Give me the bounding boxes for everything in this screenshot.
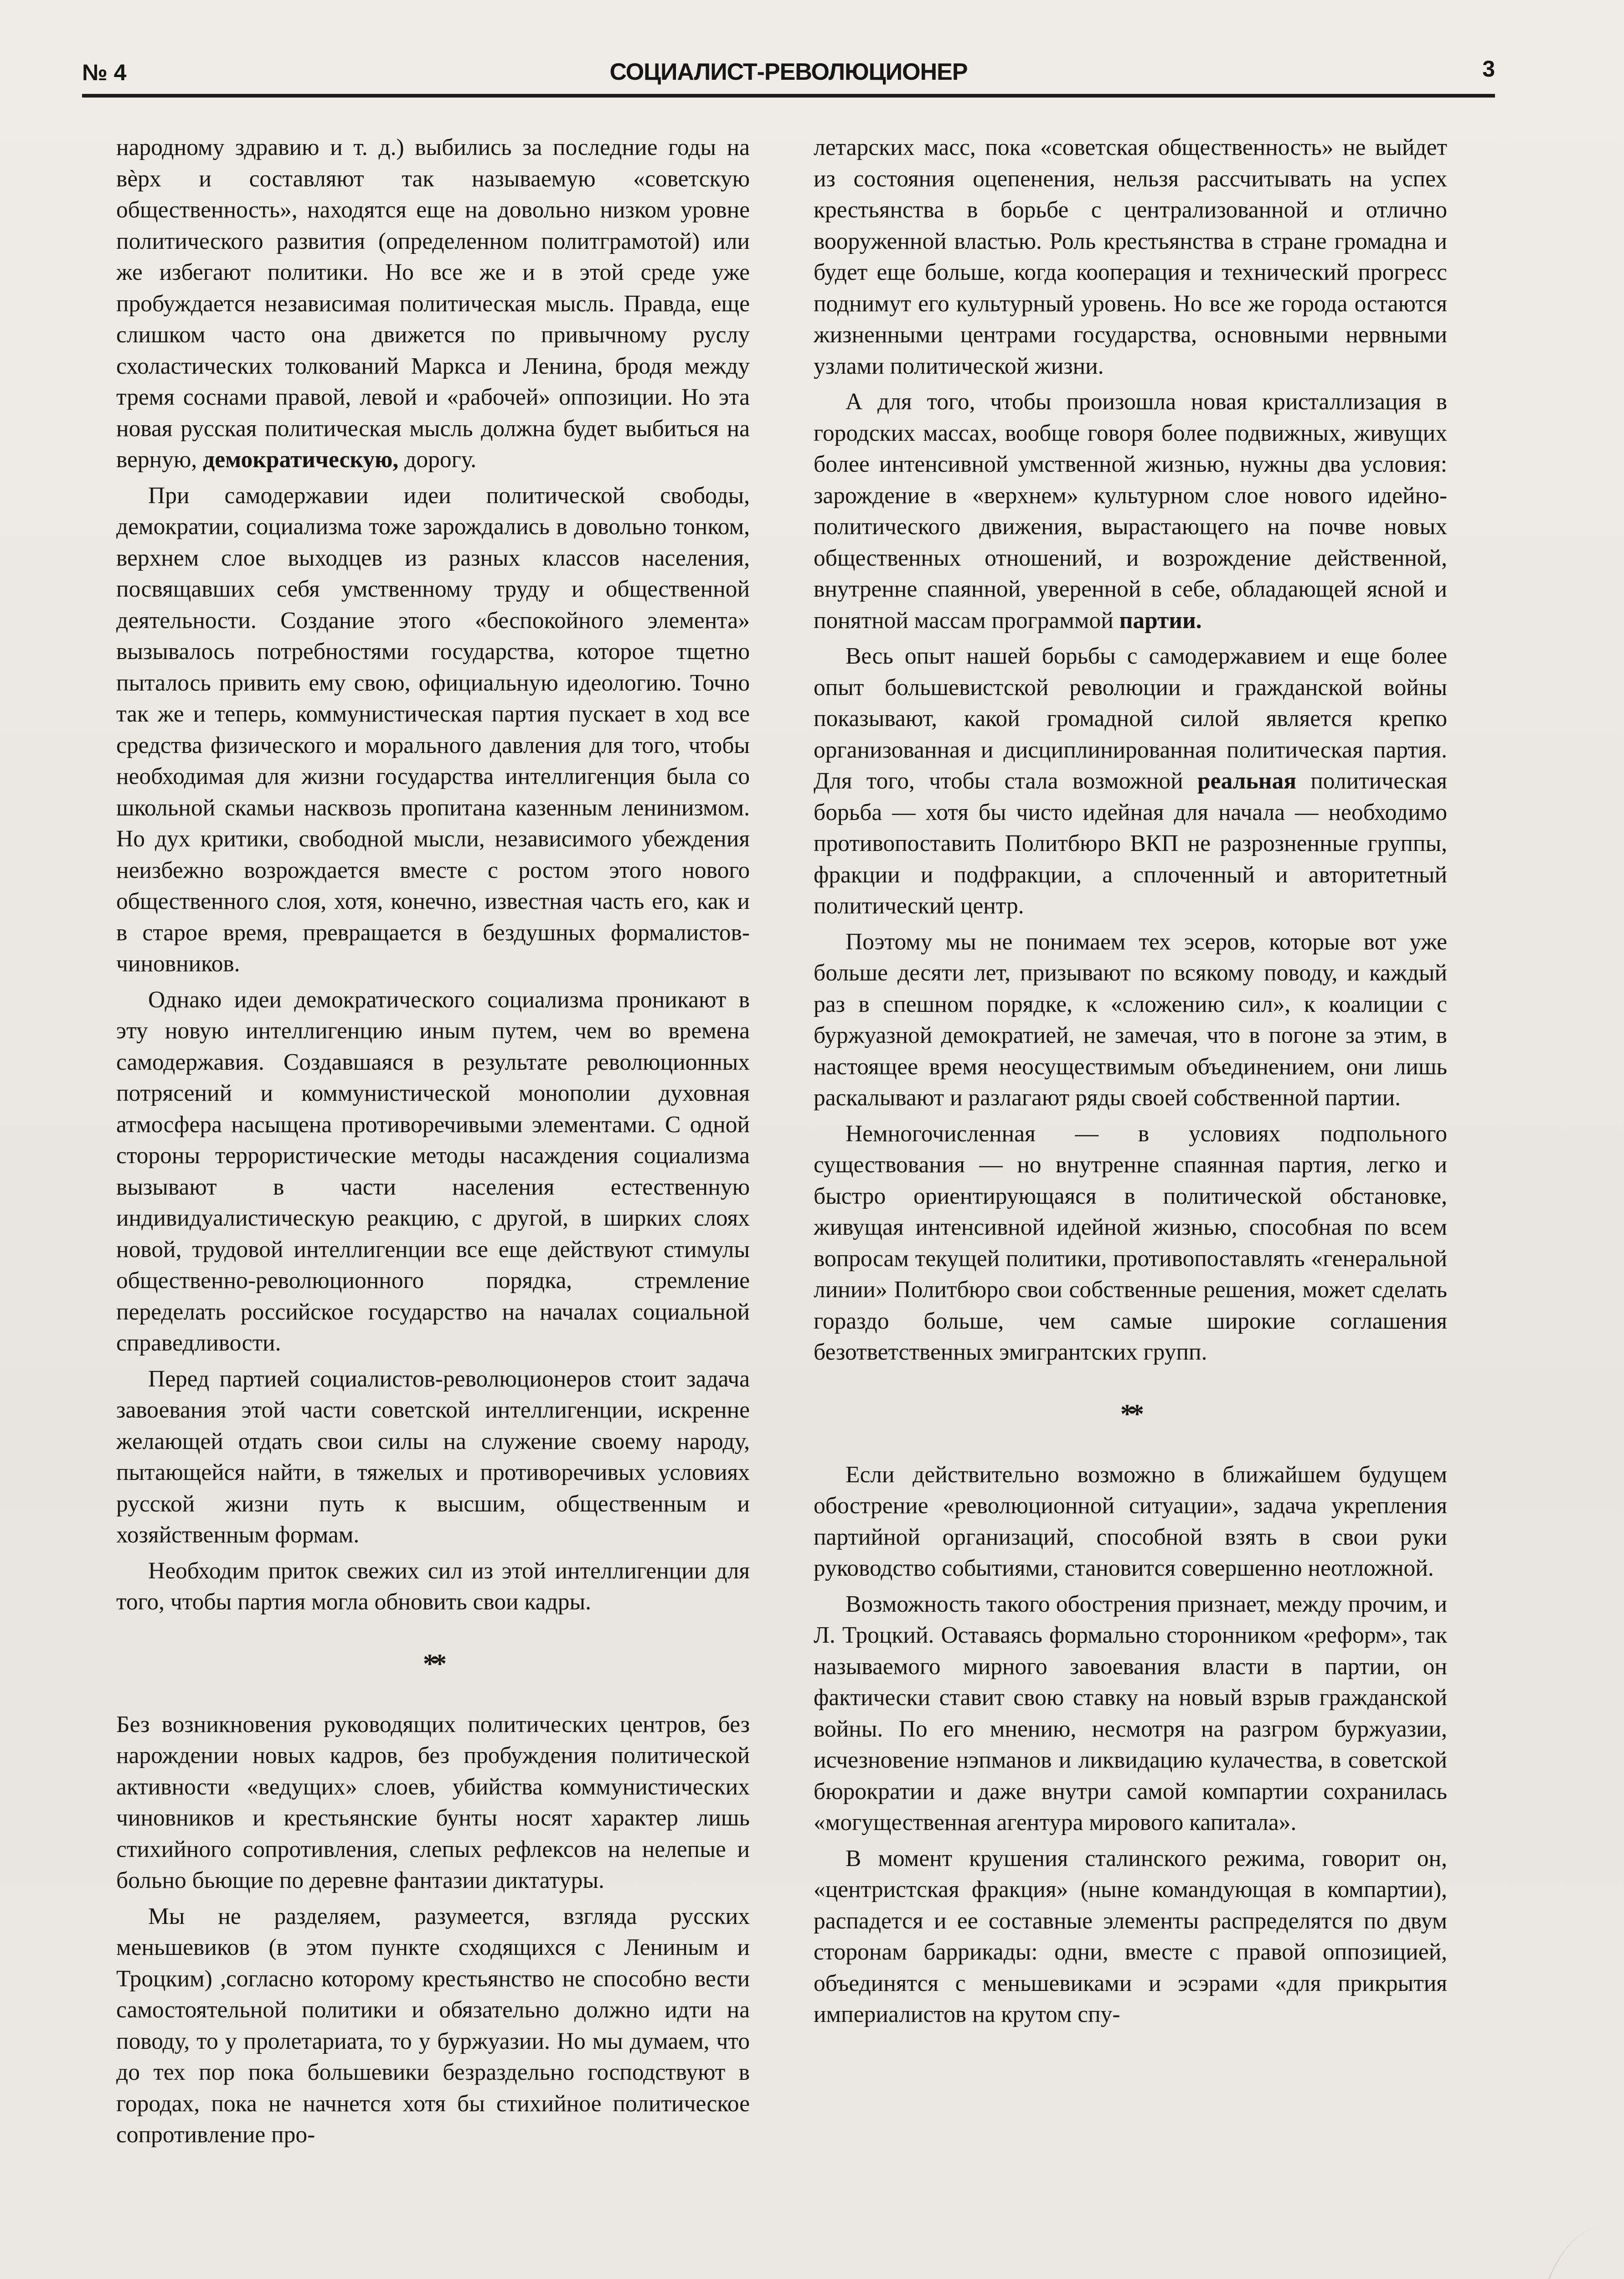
bold-word: реальная <box>1197 768 1297 794</box>
page-header <box>82 46 1495 96</box>
paragraph: Если действительно возможно в ближайшем будущем обострение «революционной ситуации», задача укрепления партийной организаций, способной взять в свои руки руководство событиями, становится совершенно неотложной. <box>814 1461 1447 1581</box>
paragraph: Необходим приток свежих сил из этой интеллигенции для того, чтобы партия могла обновить свои кадры. <box>116 1557 750 1615</box>
right-column <box>814 132 1447 2035</box>
paragraph: При самодержавии идеи политической свободы, демократии, социализма тоже зарождались в довольно тонком, верхнем слое выходцев из разных классов населения, посвящавших себя умственному труду и общественной деятельности. Создание этого «беспокойного элемента» вызывалось потребностями государства, которое тщетно пыталось привить ему свою, официальную идеологию. Точно так же и теперь, коммунистическая партия пускает в ход все средства физического и морального давления для того, чтобы необходимая для жизни государства интеллигенция была со школьной скамьи насквозь пропитана казенным ленинизмом. Но дух критики, свободной мысли, независимого убеждения неизбежно возрождается вместе с ростом этого нового общественного слоя, хотя, конечно, известная часть его, как и в старое время, превращается в бездушных формалистов-чиновников. <box>116 482 750 977</box>
section-separator: ** <box>423 1648 443 1679</box>
paragraph: Поэтому мы не понимаем тех эсеров, которые вот уже больше десяти лет, призывают по всякому поводу, и каждый раз в спешном порядке, к «сложению сил», к коалиции с буржуазной демократией, не замечая, что в погоне за этим, в настоящее время неосуществимым объединением, они лишь раскалывают и разлагают ряды своей собственной партии. <box>814 928 1447 1111</box>
paragraph: Весь опыт нашей борьбы с самодержавием и еще более опыт большевистской революции и гражданской войны показывают, какой громадной силой является крепко организованная и дисциплинированная политическая партия. Для того, чтобы стала возможной реальная политическая борьба — хотя бы чисто идейная для начала — необходимо противопоставить Политбюро ВКП не разрозненные группы, фракции и подфракции, а сплоченный и авторитетный политический центр. <box>814 643 1447 919</box>
page-number: 3 <box>1482 56 1495 82</box>
newspaper-title: СОЦИАЛИСТ-РЕВОЛЮЦИОНЕР <box>609 59 968 85</box>
bold-word: партии. <box>1119 607 1202 634</box>
header-rule <box>82 94 1495 98</box>
paragraph: Перед партией социалистов-революционеров стоит задача завоевания этой части советской интеллигенции, искренне желающей отдать свои силы на служение своему народу, пытающейся найти, в тяжелых и противоречивых условиях русской жизни путь к высшим, общественным и хозяйственным формам. <box>116 1366 750 1548</box>
issue-number: № 4 <box>82 60 127 85</box>
page-curl-mark <box>1531 2227 1606 2279</box>
paragraph: Мы не разделяем, разумеется, взгляда русских меньшевиков (в этом пункте сходящихся с Лениным и Троцким) ,согласно которому крестьянство не способно вести самостоятельной политики и обязательно должно идти на поводу, то у пролетариата, то у буржуазии. Но мы думаем, что до тех пор пока большевики безраздельно господствуют в городах, пока не начнется хотя бы стихийное политическое сопротивление про- <box>116 1903 750 2148</box>
paragraph: народному здравию и т. д.) выбились за последние годы на вèрх и составляют так называемую «советскую общественность», находятся еще на довольно низком уровне политического развития (определенном политграмотой) или же избегают политики. Но все же и в этой среде уже пробуждается независимая политическая мысль. Правда, еще слишком часто она движется по привычному руслу схоластических толкований Маркса и Ленина, бродя между тремя соснами правой, левой и «рабочей» оппозиции. Но эта новая русская политическая мысль должна будет выбиться на верную, демократическую, дорогу. <box>116 134 750 473</box>
paragraph: В момент крушения сталинского режима, говорит он, «центристская фракция» (ныне командующая в компартии), распадется и ее составные элементы распределятся по двум сторонам баррикады: одни, вместе с правой оппозицией, объединятся с меньшевиками и эсэрами «для прикрытия империалистов на крутом спу- <box>814 1845 1447 2027</box>
section-separator: ** <box>1120 1398 1140 1429</box>
paragraph: Возможность такого обострения признает, между прочим, и Л. Троцкий. Оставаясь формально сторонником «реформ», так называемого мирного завоевания власти в партии, он фактически ставит свою ставку на новый взрыв гражданской войны. По его мнению, несмотря на разгром буржуазии, исчезновение нэпманов и ликвидацию кулачества, в советской бюрократии и даже внутри самой компартии сохранилась «могущественная агентура мирового капитала». <box>814 1591 1447 1836</box>
left-column <box>116 132 750 2155</box>
paragraph: Немногочисленная — в условиях подпольного существования — но внутренне спаянная партия, легко и быстро ориентирующаяся в политической обстановке, живущая интенсивной идейной жизнью, способная по всем вопросам текущей политики, противопоставлять «генеральной линии» Политбюро свои собственные решения, может сделать гораздо больше, чем самые широкие соглашения безответственных эмигрантских групп. <box>814 1120 1447 1365</box>
paragraph: летарских масс, пока «советская общественность» не выйдет из состояния оцепенения, нельзя рассчитывать на успех крестьянства в борьбе с централизованной и отлично вооруженной властью. Роль крестьянства в стране громадна и будет еще больше, когда кооперация и технический прогресс поднимут его культурный уровень. Но все же города остаются жизненными центрами государства, основными нервными узлами политической жизни. <box>814 134 1447 379</box>
paragraph: Без возникновения руководящих политических центров, без нарождении новых кадров, без пробуждения политической активности «ведущих» слоев, убийства коммунистических чиновников и крестьянские бунты носят характер лишь стихийного сопротивления, слепых рефлексов на нелепые и больно бьющие по деревне фантазии диктатуры. <box>116 1711 750 1893</box>
paragraph: А для того, чтобы произошла новая кристаллизация в городских массах, вообще говоря более подвижных, живущих более интенсивной умственной жизнью, нужны два условия: зарождение в «верхнем» культурном слое нового идейно-политического движения, вырастающего на почве новых общественных отношений, и возрождение действенной, внутренне спаянной, уверенной в себе, обладающей ясной и понятной массам программой партии. <box>814 389 1447 634</box>
bold-word: демократическую, <box>203 447 399 473</box>
paragraph: Однако идеи демократического социализма проникают в эту новую интеллигенцию иным путем, чем во времена самодержавия. Создавшаяся в результате революционных потрясений и коммунистической монополии духовная атмосфера насыщена противоречивыми элементами. С одной стороны террористические методы насаждения социализма вызывают в части населения естественную индивидуалистическую реакцию, с другой, в ширких слоях новой, трудовой интеллигенции все еще действуют стимулы общественно-революционного порядка, стремление переделать российское государство на началах социальной справедливости. <box>116 986 750 1356</box>
